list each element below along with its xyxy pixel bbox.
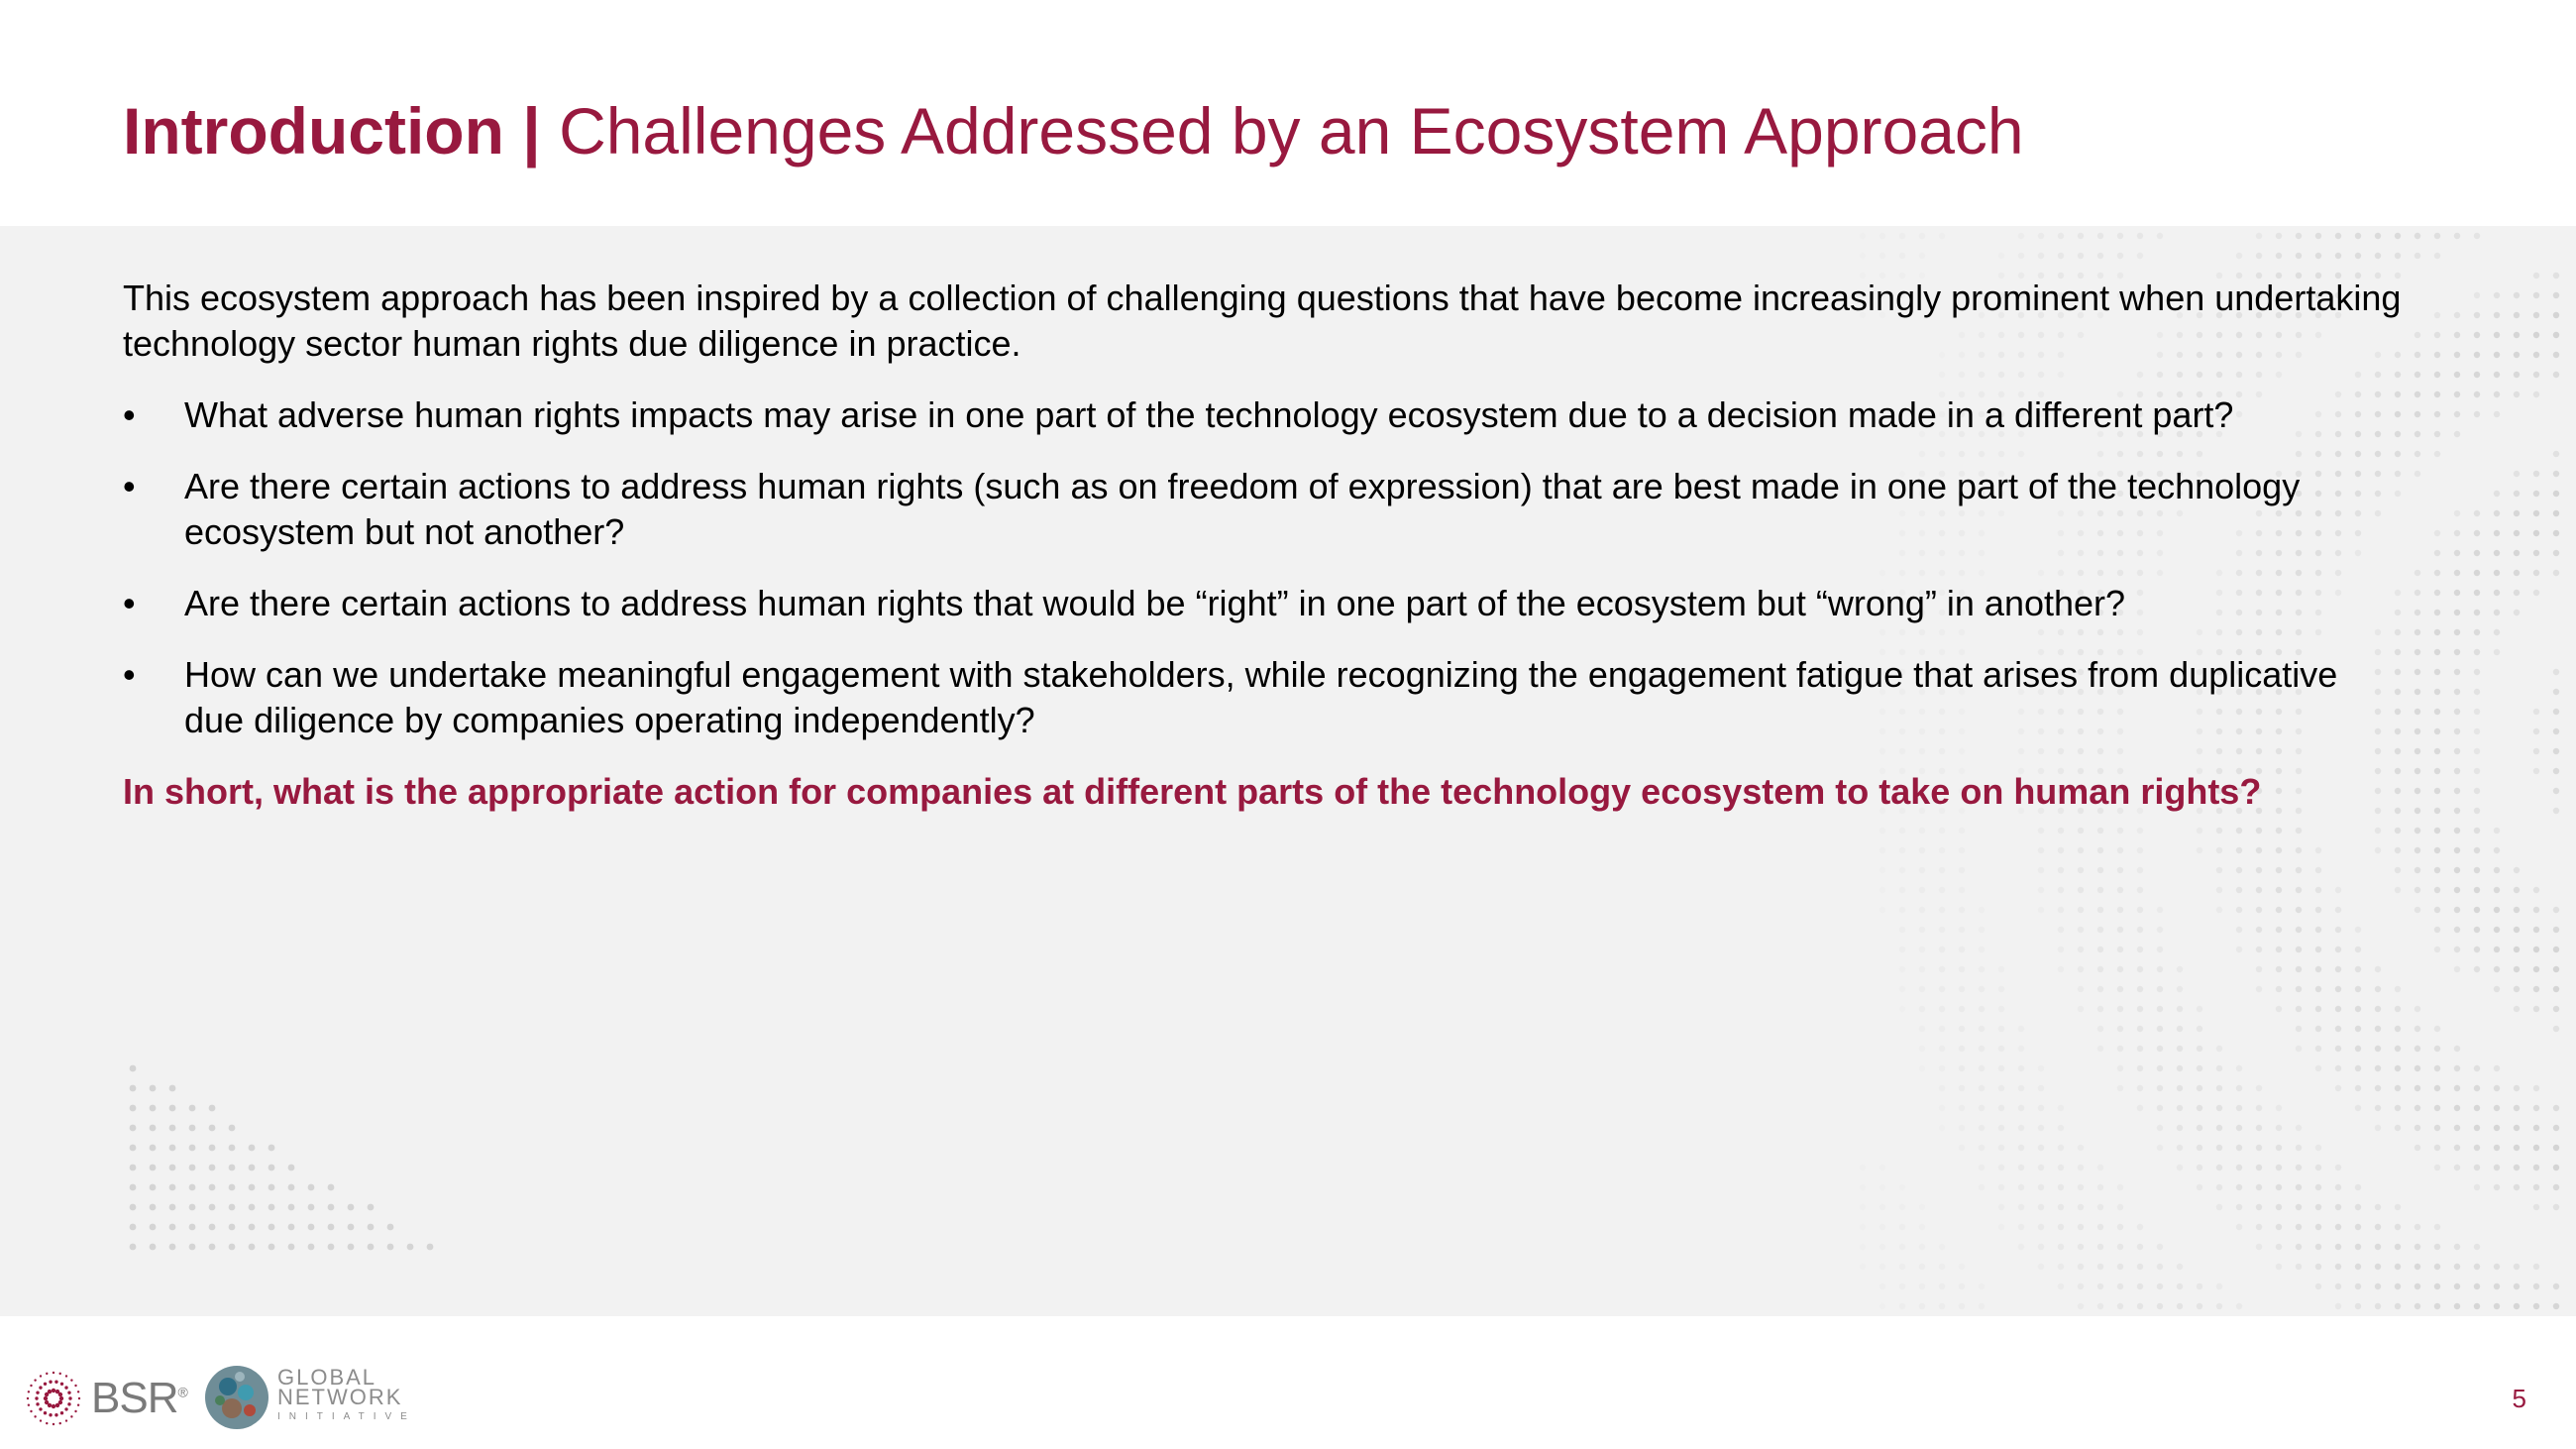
question-text: Are there certain actions to address human rights that would be “right” in one part of the ecosystem but “wrong” in another? bbox=[184, 583, 2126, 623]
question-text: What adverse human rights impacts may arise in one part of the technology ecosystem due to a decision made in a different part? bbox=[184, 394, 2234, 435]
bsr-logo bbox=[24, 1366, 187, 1431]
question-list bbox=[123, 392, 2402, 743]
question-item bbox=[123, 464, 2402, 555]
bullet-icon: • bbox=[123, 583, 136, 623]
bullet-icon: • bbox=[123, 654, 136, 695]
page-title bbox=[123, 91, 2024, 170]
bullet-icon: • bbox=[123, 394, 136, 435]
bullet-icon: • bbox=[123, 466, 136, 506]
bsr-logo-text: BSR® bbox=[91, 1374, 187, 1422]
question-text: Are there certain actions to address human rights (such as on freedom of expression) that are best made in one part of the technology ecosystem but not another? bbox=[184, 466, 2301, 552]
gni-logo-text: GLOBAL NETWORK INITIATIVE bbox=[277, 1365, 416, 1422]
bsr-burst-icon bbox=[24, 1369, 83, 1428]
conclusion-question: In short, what is the appropriate action for companies at different parts of the technology ecosystem to take on human rights? bbox=[123, 771, 2262, 812]
gni-logo bbox=[202, 1358, 416, 1437]
slide-body bbox=[123, 276, 2402, 815]
intro-paragraph: This ecosystem approach has been inspired by a collection of challenging questions that have become increasingly prominent when undertaking technology sector human rights due diligence in practice. bbox=[123, 278, 2402, 364]
title-topic: Challenges Addressed by an Ecosystem Approach bbox=[559, 94, 2024, 167]
question-item bbox=[123, 652, 2402, 743]
title-section: Introduction | bbox=[123, 94, 541, 167]
question-item bbox=[123, 581, 2402, 626]
globe-icon bbox=[202, 1363, 271, 1432]
question-text: How can we undertake meaningful engagement with stakeholders, while recognizing the engagement fatigue that arises from duplicative due diligence by companies operating independently? bbox=[184, 654, 2338, 740]
question-item bbox=[123, 392, 2402, 438]
page-number: 5 bbox=[2512, 1384, 2526, 1413]
